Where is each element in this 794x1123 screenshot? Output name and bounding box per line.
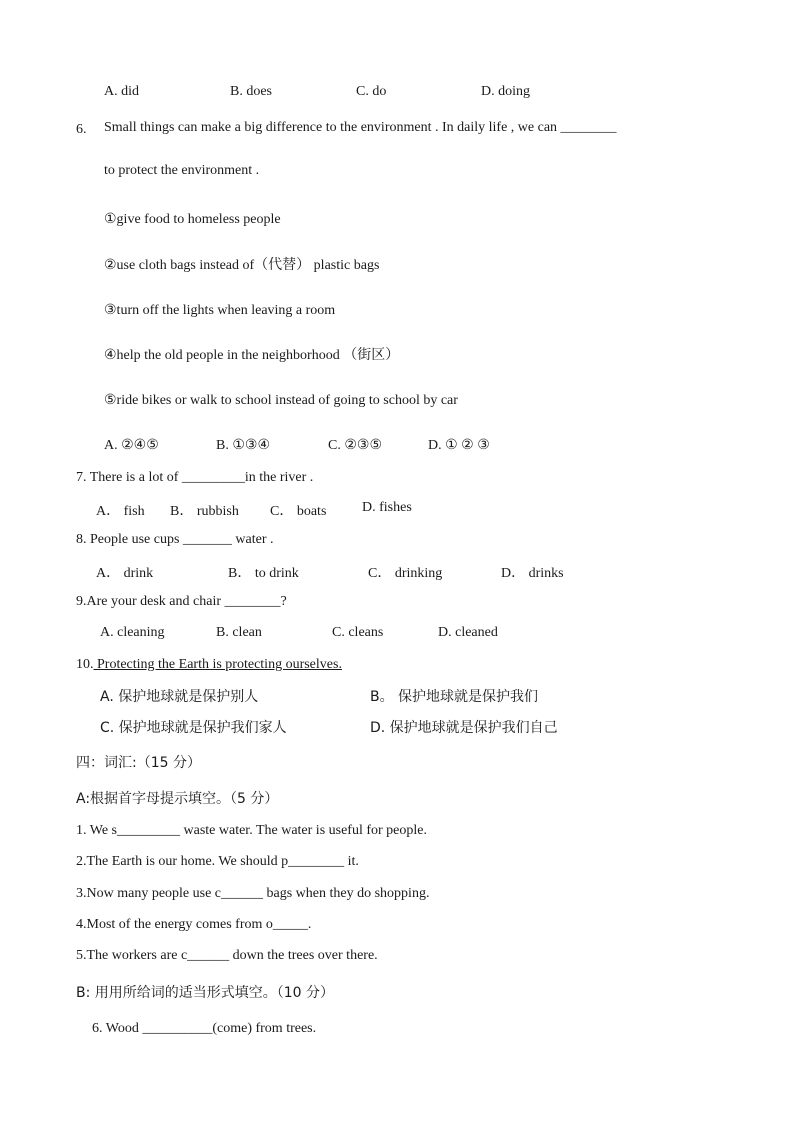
q5-option-a: A. did xyxy=(104,84,139,99)
q7-option-a: A． fish xyxy=(96,504,145,519)
q8-option-b: B． to drink xyxy=(228,566,299,581)
q5-option-d: D. doing xyxy=(481,84,530,99)
part-a-item-4: 4.Most of the energy comes from o_____. xyxy=(76,917,312,932)
q6-item-3: ③turn off the lights when leaving a room xyxy=(104,303,336,318)
q10-option-a: A. 保护地球就是保护别人 xyxy=(100,689,259,705)
q9-option-a: A. cleaning xyxy=(100,625,165,640)
q6-item-2: ②use cloth bags instead of（代替） plastic bags xyxy=(104,258,380,273)
q7-option-b: B． rubbish xyxy=(170,504,239,519)
q6-number: 6. xyxy=(76,122,87,137)
q10-number: 10. xyxy=(76,657,94,672)
q6-item-4: ④help the old people in the neighborhood （街区） xyxy=(104,348,400,363)
q10-option-b: B。 保护地球就是保护我们 xyxy=(370,689,539,705)
q6-option-a: A. ②④⑤ xyxy=(104,438,159,453)
q10-option-d: D. 保护地球就是保护我们自己 xyxy=(370,720,558,736)
q6-option-b: B. ①③④ xyxy=(216,438,270,453)
q6-stem-line2: to protect the environment . xyxy=(104,163,260,178)
q6-option-d: D. ① ② ③ xyxy=(428,438,490,453)
q7-option-d: D. fishes xyxy=(362,500,412,515)
q7-option-c: C． boats xyxy=(270,504,327,519)
q6-item-1: ①give food to homeless people xyxy=(104,212,281,227)
q6-option-c: C. ②③⑤ xyxy=(328,438,382,453)
part-a-title: A:根据首字母提示填空。（5 分） xyxy=(76,791,279,807)
q8-option-d: D． drinks xyxy=(501,566,564,581)
q8-stem: 8. People use cups _______ water . xyxy=(76,532,274,547)
q6-item-5: ⑤ride bikes or walk to school instead of going to school by car xyxy=(104,393,458,408)
q9-stem: 9.Are your desk and chair ________? xyxy=(76,594,287,609)
q10-sentence: Protecting the Earth is protecting ourselves. xyxy=(93,657,342,672)
part-a-item-3: 3.Now many people use c______ bags when they do shopping. xyxy=(76,886,430,901)
q7-stem: 7. There is a lot of _________in the river . xyxy=(76,470,314,485)
q10-option-c: C. 保护地球就是保护我们家人 xyxy=(100,720,287,736)
q10-stem xyxy=(76,656,342,674)
q8-option-c: C． drinking xyxy=(368,566,443,581)
q9-option-d: D. cleaned xyxy=(438,625,498,640)
part-a-item-1: 1. We s_________ waste water. The water is useful for people. xyxy=(76,823,427,838)
q9-option-c: C. cleans xyxy=(332,625,384,640)
q8-option-a: A． drink xyxy=(96,566,154,581)
q6-stem-line1: Small things can make a big difference to the environment . In daily life , we can ________ xyxy=(104,120,617,135)
part-a-item-2: 2.The Earth is our home. We should p________ it. xyxy=(76,854,359,869)
q9-option-b: B. clean xyxy=(216,625,262,640)
section-4-title: 四：词汇:（15 分） xyxy=(76,755,201,771)
part-a-item-5: 5.The workers are c______ down the trees over there. xyxy=(76,948,378,963)
part-b-title: B: 用用所给词的适当形式填空。（10 分） xyxy=(76,985,335,1001)
part-b-item-6: 6. Wood __________(come) from trees. xyxy=(92,1021,317,1036)
q5-option-c: C. do xyxy=(356,84,387,99)
q5-option-b: B. does xyxy=(230,84,272,99)
